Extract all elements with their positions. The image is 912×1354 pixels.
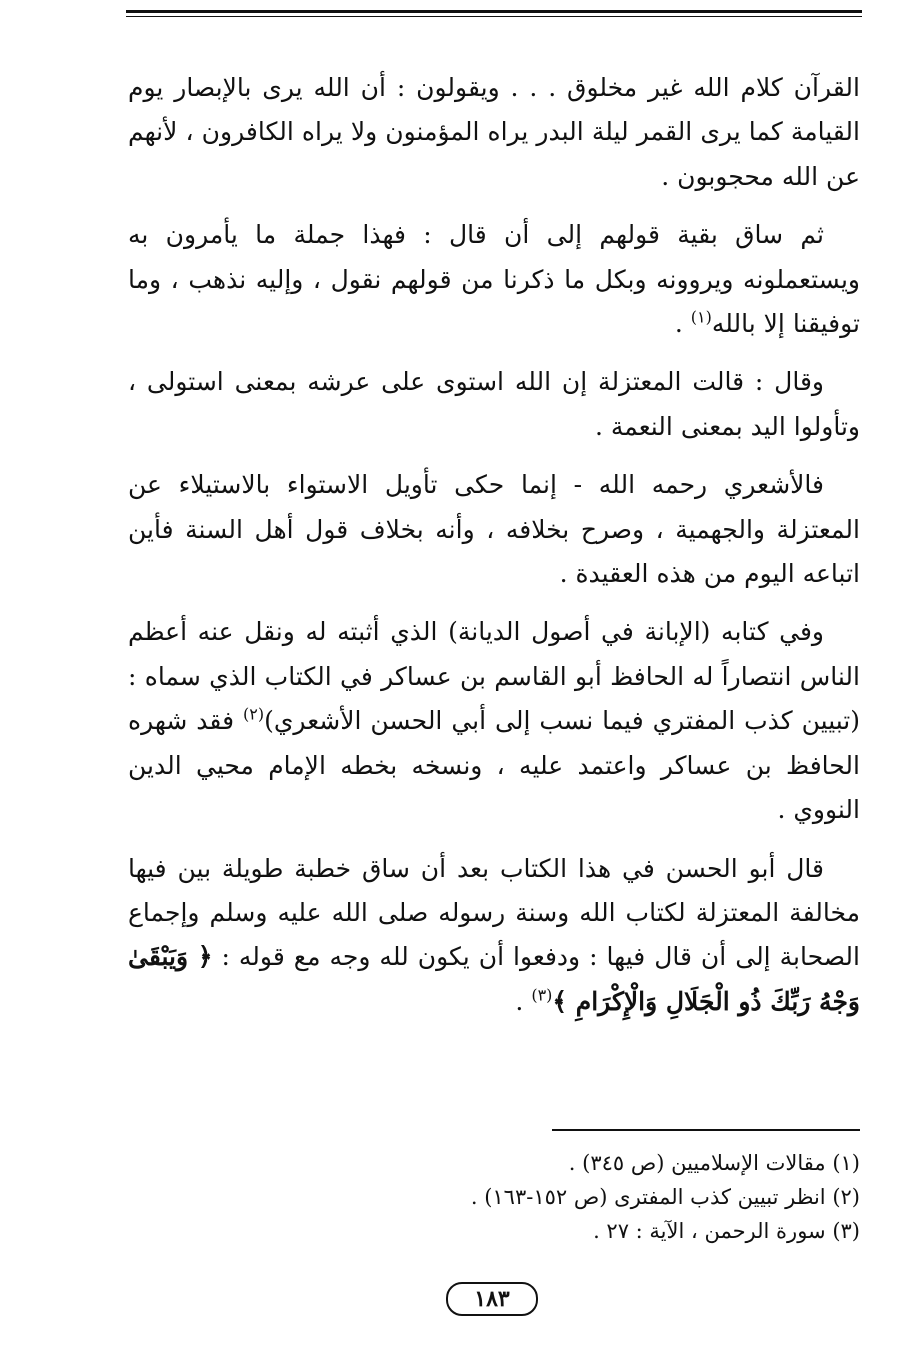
quran-verse: ﴿ وَيَبْقَىٰ وَجْهُ رَبِّكَ ذُو الْجَلَالِ وَالْإِكْرَامِ ﴾ <box>128 942 860 1016</box>
header-rule-thick <box>126 10 862 13</box>
footnote-1: (١) مقالات الإسلاميين (ص ٣٤٥) . <box>568 1151 860 1175</box>
footnotes <box>300 1146 860 1248</box>
header-rule-thin <box>126 16 862 17</box>
paragraph-2-end: . <box>674 309 691 339</box>
footnote-2: (٢) انظر تبيين كذب المفترى (ص ١٥٢-١٦٣) . <box>470 1185 860 1209</box>
page-number: ١٨٣ <box>446 1282 538 1316</box>
footnote-separator <box>552 1129 860 1131</box>
paragraph-3 <box>128 360 860 449</box>
footnote-ref-3: (٣) <box>531 985 553 1005</box>
paragraph-2 <box>128 213 860 346</box>
footnote-ref-1: (١) <box>690 307 712 327</box>
header-double-rule <box>126 10 862 17</box>
paragraph-6-text: قال أبو الحسن في هذا الكتاب بعد أن ساق خطبة طويلة بين فيها مخالفة المعتزلة لكتاب الله وسنة رسوله صلى الله عليه وسلم وإجماع الصحابة إلى أن قال فيها : ودفعوا أن يكون لله وجه مع قوله : <box>128 853 860 972</box>
paragraph-5-text: وفي كتابه (الإبانة في أصول الديانة) الذي أثبته له ونقل عنه أعظم الناس انتصاراً له الحافظ أبو القاسم بن عساكر في الكتاب الذي سماه : (تبيين كذب المفتري فيما نسب إلى أبي الحسن الأشعري) <box>128 617 861 736</box>
main-text <box>128 66 860 1038</box>
paragraph-2-text: ثم ساق بقية قولهم إلى أن قال : فهذا جملة ما يأمرون به ويستعملونه ويروونه وبكل ما ذكرنا من قولهم نقول ، وإليه نذهب ، وما توفيقنا إلا بالله <box>128 220 860 339</box>
paragraph-4 <box>128 463 860 596</box>
paragraph-6 <box>128 847 860 1025</box>
footnote-3: (٣) سورة الرحمن ، الآية : ٢٧ . <box>593 1219 860 1243</box>
paragraph-5 <box>128 610 860 832</box>
paragraph-1-text: القرآن كلام الله غير مخلوق . . . ويقولون : أن الله يرى بالإبصار يوم القيامة كما يرى القمر ليلة البدر يراه المؤمنون ولا يراه الكافرون ، لأنهم عن الله محجوبون . <box>128 73 860 191</box>
footnote-ref-2: (٢) <box>242 704 265 724</box>
paragraph-4-text: فالأشعري رحمه الله - إنما حكى تأويل الاستواء بالاستيلاء عن المعتزلة والجهمية ، وصرح بخلافه ، وأنه بخلاف قول أهل السنة فأين اتباعه اليوم من هذه العقيدة . <box>128 470 860 589</box>
paragraph-1 <box>128 66 860 199</box>
paragraph-5-continuation: فقد شهره الحافظ بن عساكر واعتمد عليه ، ونسخه بخطه الإمام محيي الدين النووي . <box>128 706 860 825</box>
paragraph-3-text: وقال : قالت المعتزلة إن الله استوى على عرشه بمعنى استولى ، وتأولوا اليد بمعنى النعمة . <box>128 367 860 441</box>
paragraph-6-end: . <box>515 986 532 1016</box>
